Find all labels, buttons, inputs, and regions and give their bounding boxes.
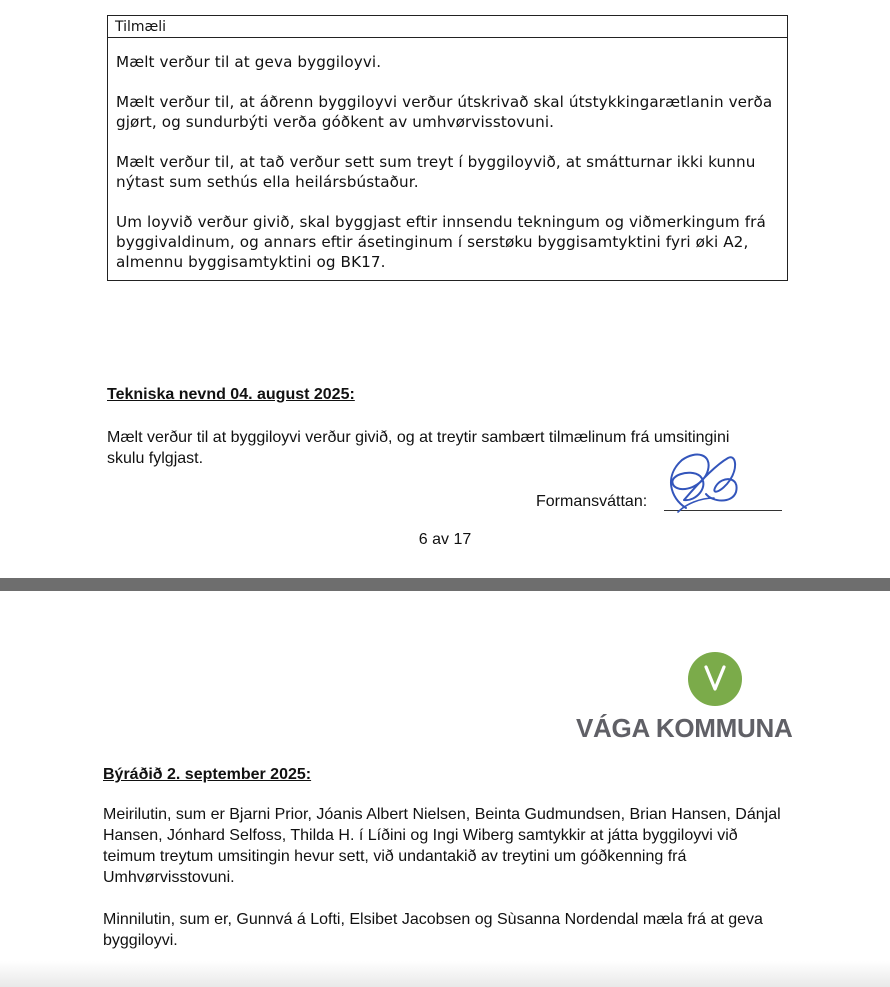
recommendation-box-body: [108, 38, 787, 272]
committee-heading: Tekniska nevnd 04. august 2025:: [107, 386, 355, 403]
recommendation-paragraph: Mælt verður til, at áðrenn byggiloyvi verður útskrivað skal útstykkingarætlanin verða gjørt, og sundurbýti verða góðkent av umhvørvisstovuni.: [116, 93, 773, 131]
recommendation-box: [107, 15, 788, 281]
logo-text: VÁGA KOMMUNA: [576, 713, 793, 743]
minority-paragraph: Minnilutin, sum er, Gunnvá á Lofti, Elsibet Jacobsen og Sùsanna Nordendal mæla frá at geva byggiloyvi.: [103, 911, 763, 949]
recommendation-paragraph: Mælt verður til, at tað verður sett sum treyt í byggiloyvið, at smátturnar ikki kunnu nýtast sum sethús ella heilársbústaður.: [116, 153, 756, 191]
handwritten-signature: [656, 446, 746, 518]
council-heading: Býráðið 2. september 2025:: [103, 766, 312, 783]
page-bottom-edge: [0, 961, 890, 987]
page-number: 6 av 17: [418, 531, 472, 548]
recommendation-paragraph: Mælt verður til at geva byggiloyvi.: [116, 53, 382, 71]
recommendation-box-title: Tilmæli: [108, 16, 787, 38]
signature-label: Formansváttan:: [536, 493, 648, 510]
page-separator: [0, 578, 890, 591]
vaga-kommuna-logo-icon: [688, 652, 742, 706]
recommendation-paragraph: Um loyvið verður givið, skal byggjast eftir innsendu tekningum og viðmerkingum frá byggivaldinum, og annars eftir ásetinginum í serstøku byggisamtyktini fyri øki A2, almennu byggisamtyktini og BK17.: [116, 213, 766, 271]
committee-paragraph: Mælt verður til at byggiloyvi verður givið, og at treytir sambært tilmælinum frá umsitingini skulu fylgjast.: [107, 429, 730, 467]
majority-paragraph: Meirilutin, sum er Bjarni Prior, Jóanis Albert Nielsen, Beinta Gudmundsen, Brian Hansen, Dánjal Hansen, Jónhard Selfoss, Thilda H. í Líðini og Ingi Wiberg samtykkir at játta byggiloyvi við teimum treytum umsitingin hevur sett, við undantakið av treytini um góðkenning frá Umhvørvisstovuni.: [103, 806, 781, 886]
